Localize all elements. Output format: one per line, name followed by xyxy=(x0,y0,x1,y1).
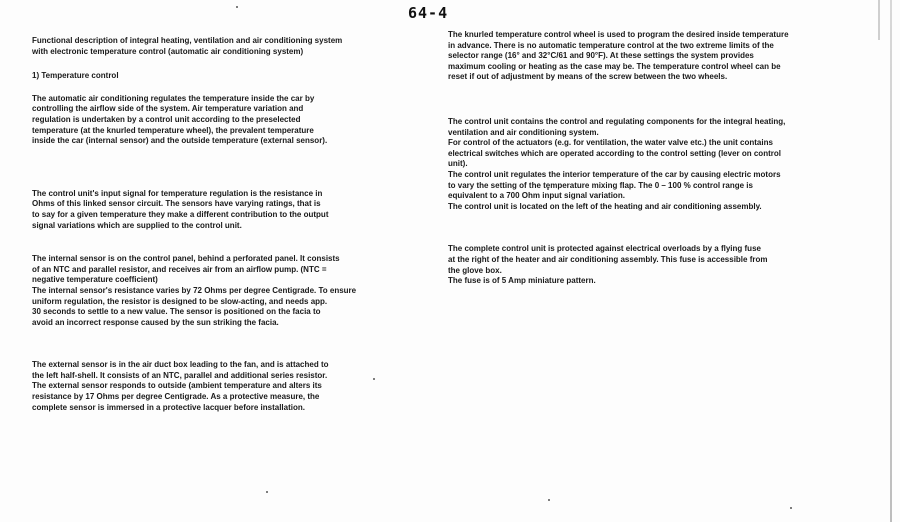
paragraph-fuse: The complete control unit is protected against electrical overloads by a flying fuse at the right of the heater and air conditioning assembly. This fuse is accessible from the glove box. The fuse is of 5 Amp miniature pattern. xyxy=(448,244,768,286)
scan-edge-line xyxy=(890,0,892,522)
paragraph-temperature-wheel: The knurled temperature control wheel is used to program the desired inside temperature in advance. There is no automatic temperature control at the two extreme limits of the selector range (16° and 32°C/61 and 90°F). At these settings the system provides maximum cooling or heating as the case may be. The temperature control wheel can be reset if out of adjustment by means of the screw between the two wheels. xyxy=(448,30,789,82)
paragraph-input-signal: The control unit's input signal for temperature regulation is the resistance in Ohms of this linked sensor circuit. The sensors have varying ratings, that is to say for a given temperature they make a different contribution to the output signal variations which are supplied to the control unit. xyxy=(32,188,329,230)
paragraph-external-sensor: The external sensor is in the air duct box leading to the fan, and is attached to the left half-shell. It consists of an NTC, parallel and additional series resistor. The external sensor responds to outside (ambient temperature and alters its resistance by 17 Ohms per degree Centigrade. As a protective measure, the complete sensor is immersed in a protective lacquer before installation. xyxy=(32,360,329,412)
scan-speck xyxy=(266,491,268,493)
paragraph-automatic-ac: The automatic air conditioning regulates the temperature inside the car by controlling the airflow side of the system. Air temperature variation and regulation is undertaken by a control unit according to the preselected temperature (at the knurled temperature wheel), the prevalent temperature inside the car (internal sensor) and the outside temperature (external sensor). xyxy=(32,93,328,146)
right-column xyxy=(448,30,833,287)
scan-speck xyxy=(790,507,792,509)
left-column xyxy=(32,36,392,413)
scan-speck xyxy=(548,499,550,501)
paragraph-control-unit: The control unit contains the control and regulating components for the integral heating, ventilation and air conditioning system. For control of the actuators (e.g. for ventilation, the water valve etc.) the unit contains electrical switches which are operated according to the control setting (lever on control unit). The control unit regulates the interior temperature of the car by causing electric motors to vary the setting of the temperature mixing flap. The 0 – 100 % control range is equivalent to a 700 Ohm input signal variation. The control unit is located on the left of the heating and air conditioning assembly. xyxy=(448,116,786,211)
scan-edge-mark xyxy=(878,0,880,40)
paragraph-internal-sensor: The internal sensor is on the control panel, behind a perforated panel. It consists of an NTC and parallel resistor, and receives air from an airflow pump. (NTC = negative temperature coefficient) The internal sensor's resistance varies by 72 Ohms per degree Centigrade. To ensure uniform regulation, the resistor is designed to be slow-acting, and needs app. 30 seconds to settle to a new value. The sensor is positioned on the facia to avoid an incorrect response caused by the sun striking the facia. xyxy=(32,254,357,327)
scan-speck xyxy=(236,6,238,8)
document-heading: Functional description of integral heating, ventilation and air conditioning system with electronic temperature control (automatic air conditioning system) xyxy=(32,36,343,56)
page-number: 64-4 xyxy=(408,4,449,22)
section-title: 1) Temperature control xyxy=(32,71,119,81)
